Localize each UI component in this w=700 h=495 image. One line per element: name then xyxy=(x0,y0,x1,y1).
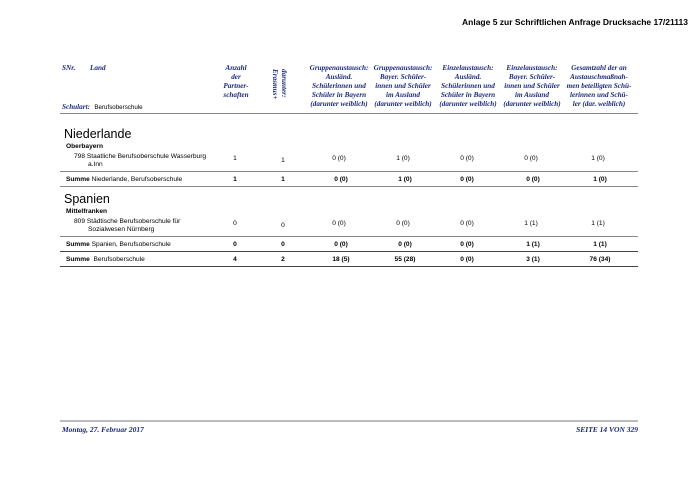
cell-einzel-bayer: 1 (1) xyxy=(524,220,538,227)
sum-einzel-ausl: 0 (0) xyxy=(460,176,474,183)
col-line: Gesamtzahl der an xyxy=(571,64,627,72)
schulart-value: Berufsoberschule xyxy=(94,104,143,111)
cell-anzahl: 0 xyxy=(233,220,237,227)
country-heading: Niederlande xyxy=(64,127,132,141)
col-gesamt xyxy=(563,64,635,109)
schulart xyxy=(62,96,143,114)
cell-gesamt: 1 (1) xyxy=(591,220,605,227)
total-erasmus: 2 xyxy=(281,256,285,263)
sum-gruppe-ausl: 0 (0) xyxy=(334,176,348,183)
school-name-line: Sozialwesen Nürnberg xyxy=(88,226,155,233)
col-line: Bayer. Schüler- xyxy=(379,73,427,81)
footer-divider xyxy=(60,420,638,422)
col-land: Land xyxy=(90,64,106,72)
total-label xyxy=(66,256,145,263)
school-name xyxy=(74,218,180,234)
col-line: (darunter weiblich) xyxy=(310,100,368,108)
col-line: Gruppenaustausch: xyxy=(309,64,369,72)
total-einzel-bayer: 3 (1) xyxy=(526,256,540,263)
col-line: Schülerinnen und xyxy=(441,82,495,90)
sum-label-bold: Summe xyxy=(66,176,90,183)
cell-gruppe-ausl: 0 (0) xyxy=(332,155,346,162)
sum-label-rest: Spanien, Berufsoberschule xyxy=(89,241,171,248)
sum-gesamt: 1 (0) xyxy=(593,176,607,183)
cell-einzel-ausl: 0 (0) xyxy=(460,155,474,162)
sum-anzahl: 0 xyxy=(233,241,237,248)
col-line: Schüler in Bayern xyxy=(311,91,367,99)
col-line: innen und Schüler xyxy=(504,82,560,90)
school-name xyxy=(74,153,206,169)
col-gruppe-ausl xyxy=(306,64,372,109)
col-einzel-bayer xyxy=(499,64,565,109)
sum-einzel-bayer: 0 (0) xyxy=(526,176,540,183)
cell-anzahl: 1 xyxy=(233,155,237,162)
col-gruppe-bayer xyxy=(370,64,436,109)
sum-label xyxy=(66,176,182,183)
sum-gesamt: 1 (1) xyxy=(593,241,607,248)
sum-label xyxy=(66,241,171,248)
col-erasmus xyxy=(270,69,288,99)
col-line: Gruppenaustausch: xyxy=(373,64,433,72)
col-erasmus-line: Erasmus+ xyxy=(271,69,279,100)
footer-date: Montag, 27. Februar 2017 xyxy=(62,425,144,434)
sum-gruppe-bayer: 0 (0) xyxy=(398,241,412,248)
col-anzahl-line: der xyxy=(231,73,241,81)
sum-anzahl: 1 xyxy=(233,176,237,183)
col-snr: SNr. xyxy=(62,64,76,72)
row-divider xyxy=(60,236,638,237)
col-line: (darunter weiblich) xyxy=(439,100,497,108)
cell-erasmus: 0 xyxy=(281,222,285,229)
col-line: Schüler in Bayern xyxy=(440,91,496,99)
col-line: innen und Schüler xyxy=(375,82,431,90)
school-name-line: 809 Städtische Berufsoberschule für xyxy=(74,218,181,225)
total-gesamt: 76 (34) xyxy=(589,256,611,263)
col-line: Austauschmaßnah- xyxy=(570,73,628,81)
school-name-line: 798 Staatliche Berufsoberschule Wasserburg xyxy=(74,153,207,160)
col-line: Schülerinnen und xyxy=(312,82,366,90)
footer-page: SEITE 14 VON 329 xyxy=(576,425,638,434)
col-anzahl xyxy=(214,64,258,100)
col-anzahl-line: schaften xyxy=(223,91,249,99)
total-anzahl: 4 xyxy=(233,256,237,263)
col-line: ler (dar. weiblich) xyxy=(572,100,626,108)
col-line: men beteiligten Schü- xyxy=(566,82,632,90)
region-label: Mittelfranken xyxy=(66,208,108,215)
col-line: Einzelaustausch: xyxy=(506,64,558,72)
cell-erasmus: 1 xyxy=(281,157,285,164)
cell-einzel-ausl: 0 (0) xyxy=(460,220,474,227)
col-erasmus-line: darunter: xyxy=(280,69,288,98)
sum-gruppe-ausl: 0 (0) xyxy=(334,241,348,248)
total-label-bold: Summe xyxy=(66,256,90,263)
sum-einzel-ausl: 0 (0) xyxy=(460,241,474,248)
cell-gruppe-bayer: 1 (0) xyxy=(396,155,410,162)
sum-gruppe-bayer: 1 (0) xyxy=(398,176,412,183)
row-divider xyxy=(60,186,638,187)
page-header: Anlage 5 zur Schriftlichen Anfrage Drucksache 17/21113 xyxy=(462,17,688,27)
school-name-line: a.Inn xyxy=(88,161,103,168)
row-divider xyxy=(60,251,638,252)
col-einzel-ausl xyxy=(435,64,501,109)
row-divider xyxy=(60,266,638,267)
col-anzahl-line: Anzahl xyxy=(225,64,247,72)
country-heading: Spanien xyxy=(64,192,110,206)
col-line: Ausländ. xyxy=(325,73,353,81)
cell-gruppe-bayer: 0 (0) xyxy=(396,220,410,227)
sum-erasmus: 0 xyxy=(281,241,285,248)
total-gruppe-ausl: 18 (5) xyxy=(332,256,350,263)
header-divider xyxy=(60,113,638,114)
col-line: Bayer. Schüler- xyxy=(508,73,556,81)
cell-einzel-bayer: 0 (0) xyxy=(524,155,538,162)
col-line: im Ausland xyxy=(515,91,549,99)
row-divider xyxy=(60,171,638,172)
cell-gesamt: 1 (0) xyxy=(591,155,605,162)
col-line: im Ausland xyxy=(386,91,420,99)
col-line: lerinnen und Schü- xyxy=(570,91,628,99)
col-line: (darunter weiblich) xyxy=(503,100,561,108)
sum-einzel-bayer: 1 (1) xyxy=(526,241,540,248)
schulart-label: Schulart: xyxy=(62,103,90,111)
sum-label-bold: Summe xyxy=(66,241,90,248)
col-line: Ausländ. xyxy=(454,73,482,81)
cell-gruppe-ausl: 0 (0) xyxy=(332,220,346,227)
col-line: Einzelaustausch: xyxy=(442,64,494,72)
total-label-rest: Berufsoberschule xyxy=(89,256,145,263)
region-label: Oberbayern xyxy=(66,143,104,150)
total-einzel-ausl: 0 (0) xyxy=(460,256,474,263)
total-gruppe-bayer: 55 (28) xyxy=(394,256,416,263)
col-anzahl-line: Partner- xyxy=(223,82,249,90)
sum-erasmus: 1 xyxy=(281,176,285,183)
sum-label-rest: Niederlande, Berufsoberschule xyxy=(89,176,183,183)
col-line: (darunter weiblich) xyxy=(374,100,432,108)
